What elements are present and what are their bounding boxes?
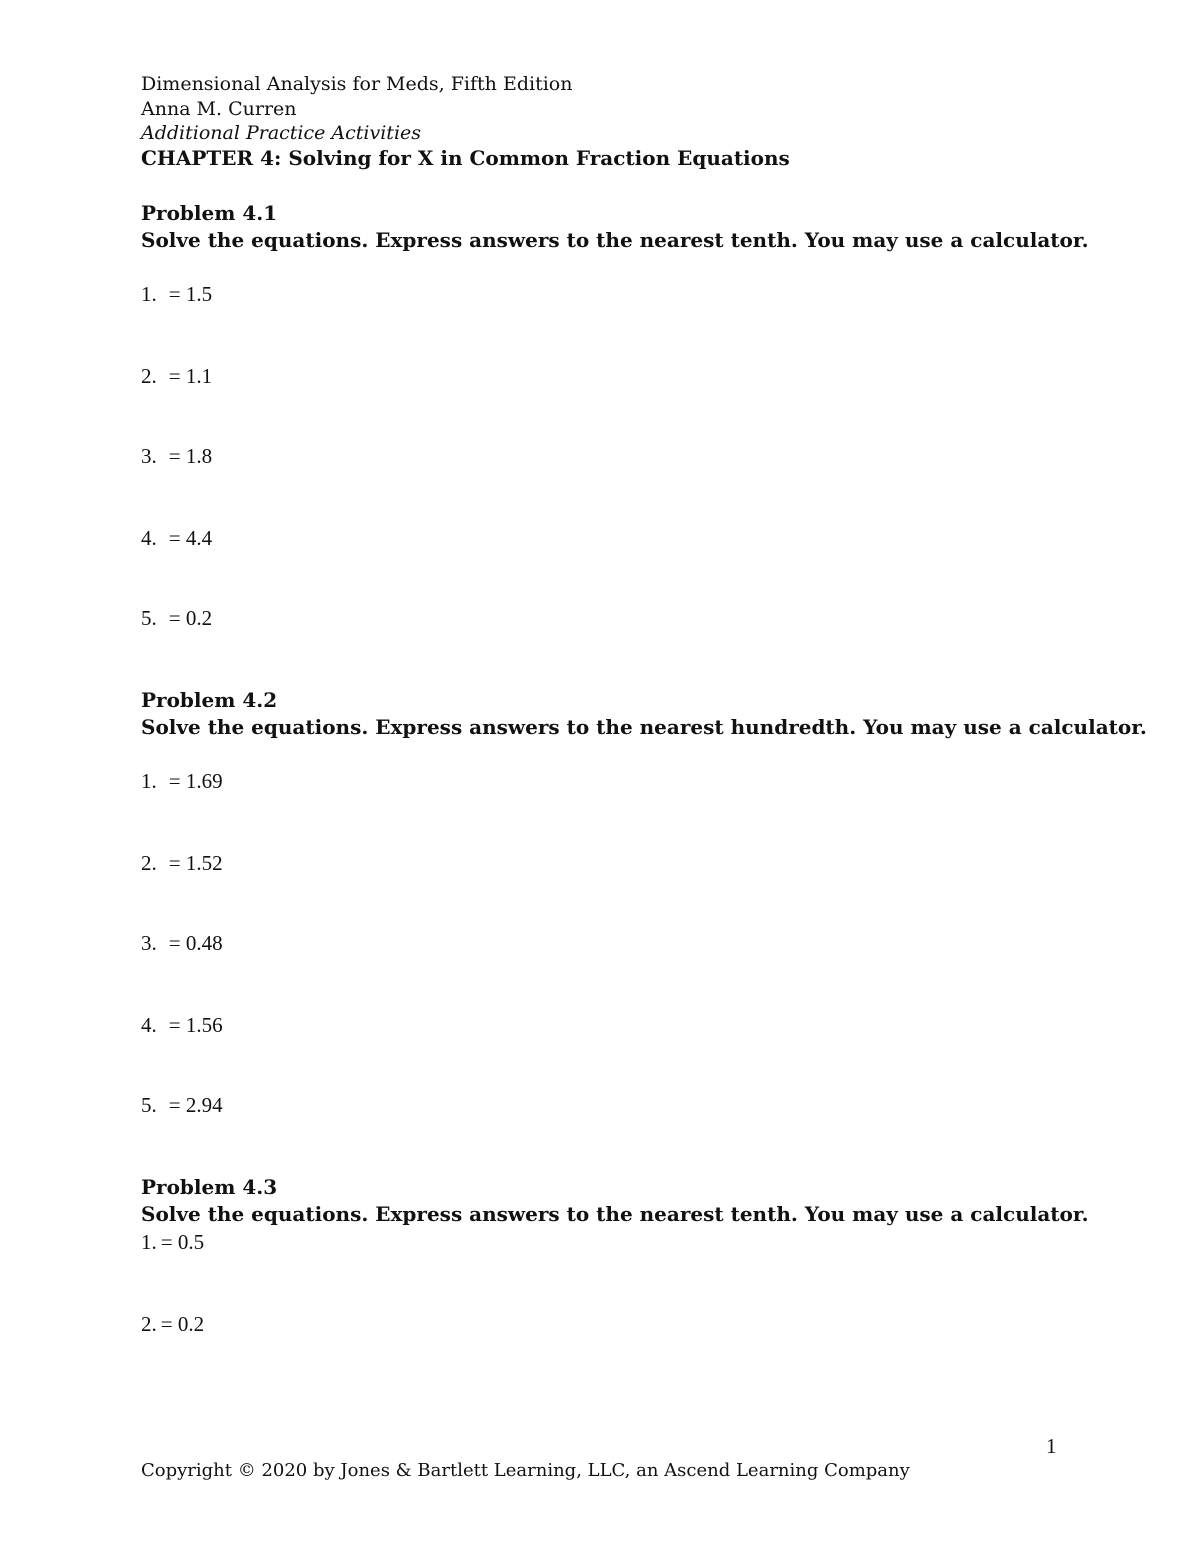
item-number: 2.	[141, 364, 157, 388]
author-name: Anna M. Curren	[141, 98, 297, 120]
item-equation: = 1.8	[168, 444, 213, 468]
equation-item	[141, 851, 223, 876]
item-number: 2.	[141, 1312, 157, 1336]
item-equation: = 0.2	[168, 606, 213, 630]
problem-instructions: Solve the equations. Express answers to the nearest tenth. You may use a calculator.	[141, 1202, 1089, 1226]
item-equation: = 2.94	[168, 1093, 223, 1117]
equation-item	[141, 282, 212, 307]
item-equation: = 4.4	[168, 526, 213, 550]
problem-instructions: Solve the equations. Express answers to the nearest tenth. You may use a calculator.	[141, 228, 1089, 252]
problem-section-4-1	[141, 200, 1141, 630]
chapter-heading: CHAPTER 4: Solving for X in Common Fraction Equations	[141, 146, 790, 170]
problem-title: Problem 4.2	[141, 688, 278, 712]
item-equation: = 1.69	[168, 769, 223, 793]
problem-title: Problem 4.3	[141, 1175, 278, 1199]
subtitle: Additional Practice Activities	[141, 122, 422, 144]
item-equation: = 0.48	[168, 931, 223, 955]
equation-item	[141, 1230, 204, 1255]
problem-section-4-2	[141, 687, 1147, 1117]
page-number: 1	[1046, 1434, 1057, 1458]
item-equation: = 1.56	[168, 1013, 223, 1037]
item-number: 4.	[141, 526, 157, 550]
item-equation: = 1.5	[168, 282, 213, 306]
item-equation: = 0.2	[160, 1312, 205, 1336]
problem-title: Problem 4.1	[141, 201, 278, 225]
item-number: 1.	[141, 282, 157, 306]
item-number: 3.	[141, 931, 157, 955]
equation-item	[141, 769, 223, 794]
item-number: 2.	[141, 851, 157, 875]
equation-item	[141, 364, 212, 389]
item-equation: = 1.1	[168, 364, 213, 388]
equation-item	[141, 1312, 204, 1337]
item-number: 5.	[141, 606, 157, 630]
equation-item	[141, 444, 212, 469]
item-number: 1.	[141, 769, 157, 793]
item-number: 4.	[141, 1013, 157, 1037]
item-equation: = 0.5	[160, 1230, 205, 1254]
equation-item	[141, 1093, 223, 1118]
book-title: Dimensional Analysis for Meds, Fifth Edition	[141, 73, 573, 95]
problem-instructions: Solve the equations. Express answers to the nearest hundredth. You may use a calculator.	[141, 715, 1147, 739]
problem-section-4-3	[141, 1174, 1141, 1336]
item-number: 1.	[141, 1230, 157, 1254]
item-number: 5.	[141, 1093, 157, 1117]
equation-item	[141, 1013, 223, 1038]
item-equation: = 1.52	[168, 851, 223, 875]
copyright-notice: Copyright © 2020 by Jones & Bartlett Learning, LLC, an Ascend Learning Company	[141, 1460, 910, 1481]
equation-item	[141, 931, 223, 956]
item-number: 3.	[141, 444, 157, 468]
equation-item	[141, 526, 212, 551]
equation-item	[141, 606, 212, 631]
